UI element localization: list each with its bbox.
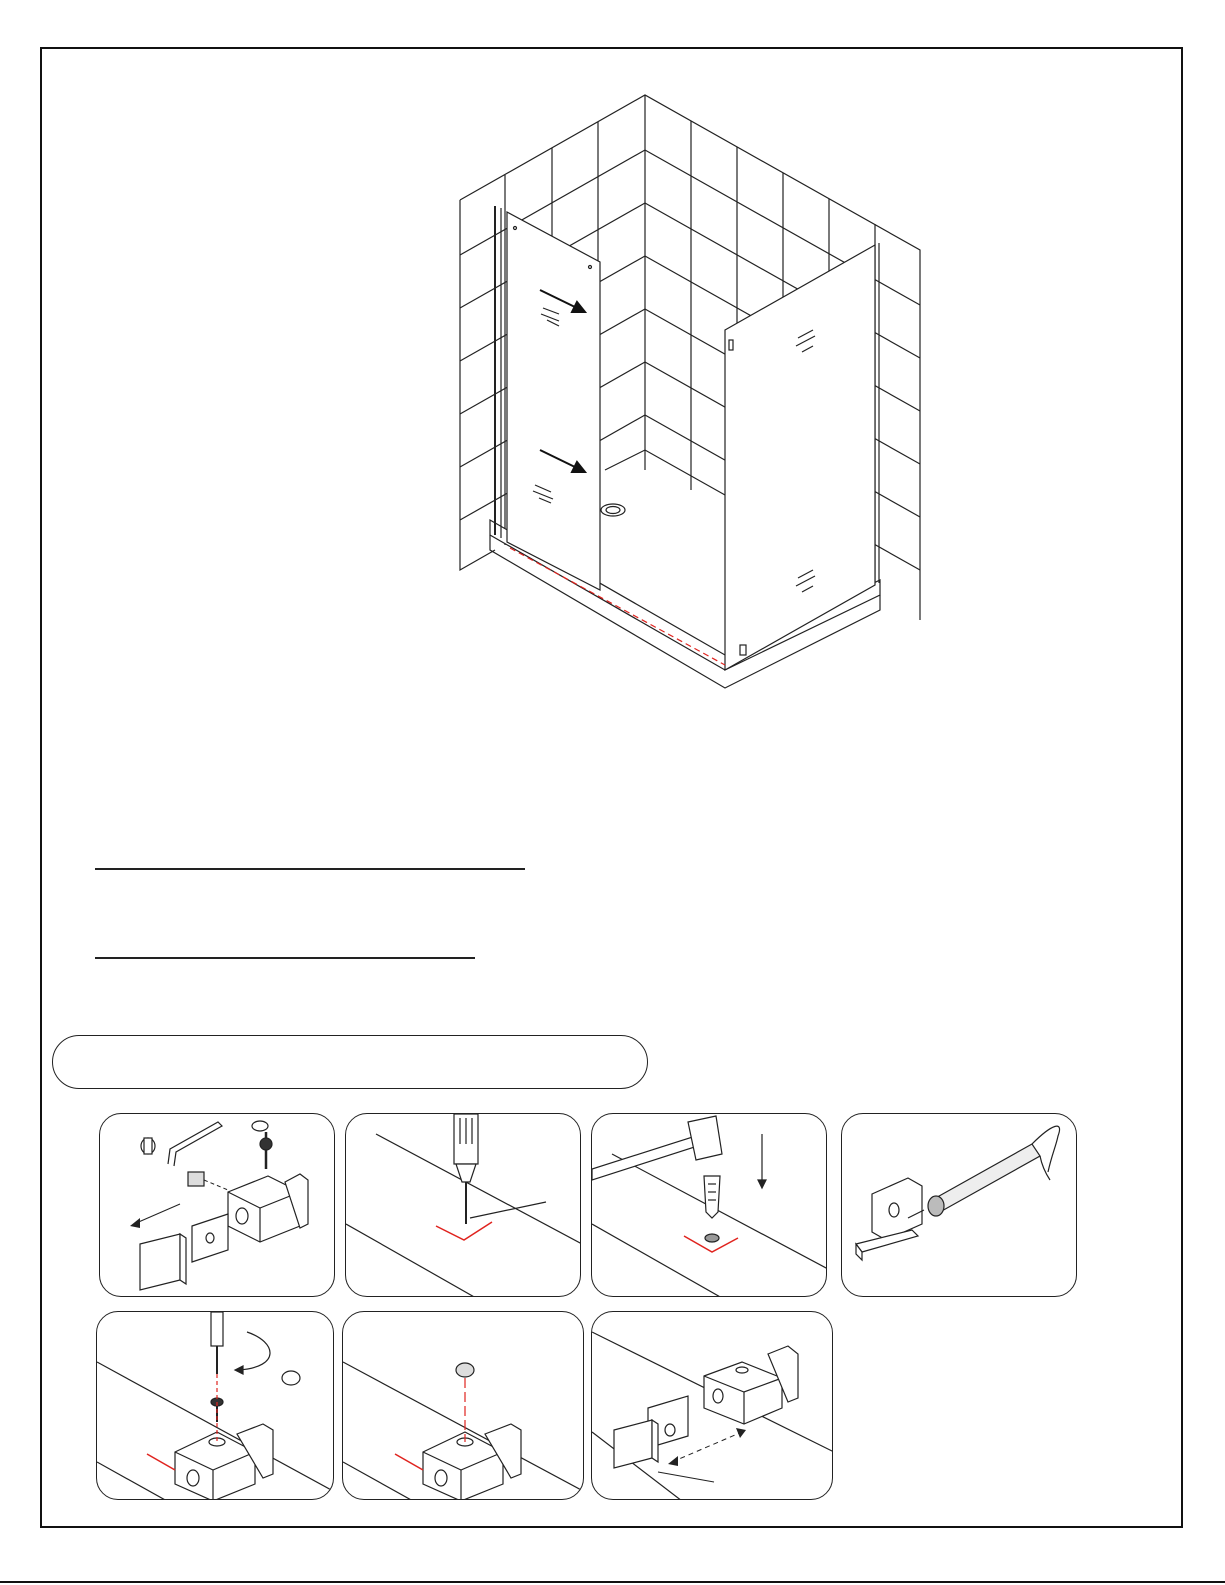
panel-caulking <box>841 1113 1077 1297</box>
shower-enclosure-illustration <box>455 90 945 700</box>
panel-drill <box>345 1113 581 1297</box>
heading-underline-1 <box>95 868 525 870</box>
panel-cover-cap <box>342 1311 584 1500</box>
heading-underline-2 <box>95 957 475 959</box>
screwdriver-screw-icon <box>97 1312 334 1500</box>
page-footer-rule <box>0 1581 1225 1583</box>
step-banner <box>52 1035 648 1089</box>
panel-hinge-assembly <box>591 1311 833 1500</box>
panel-hinge-parts <box>99 1113 335 1297</box>
hinge-assembly-icon <box>592 1312 833 1500</box>
hammer-anchor-icon <box>592 1114 827 1297</box>
panel-screwdriver <box>96 1311 334 1500</box>
cover-cap-icon <box>343 1312 584 1500</box>
hinge-parts-exploded-icon <box>100 1114 335 1297</box>
caulking-gun-icon <box>842 1114 1077 1297</box>
drill-icon <box>346 1114 581 1297</box>
panel-hammer-anchor <box>591 1113 827 1297</box>
